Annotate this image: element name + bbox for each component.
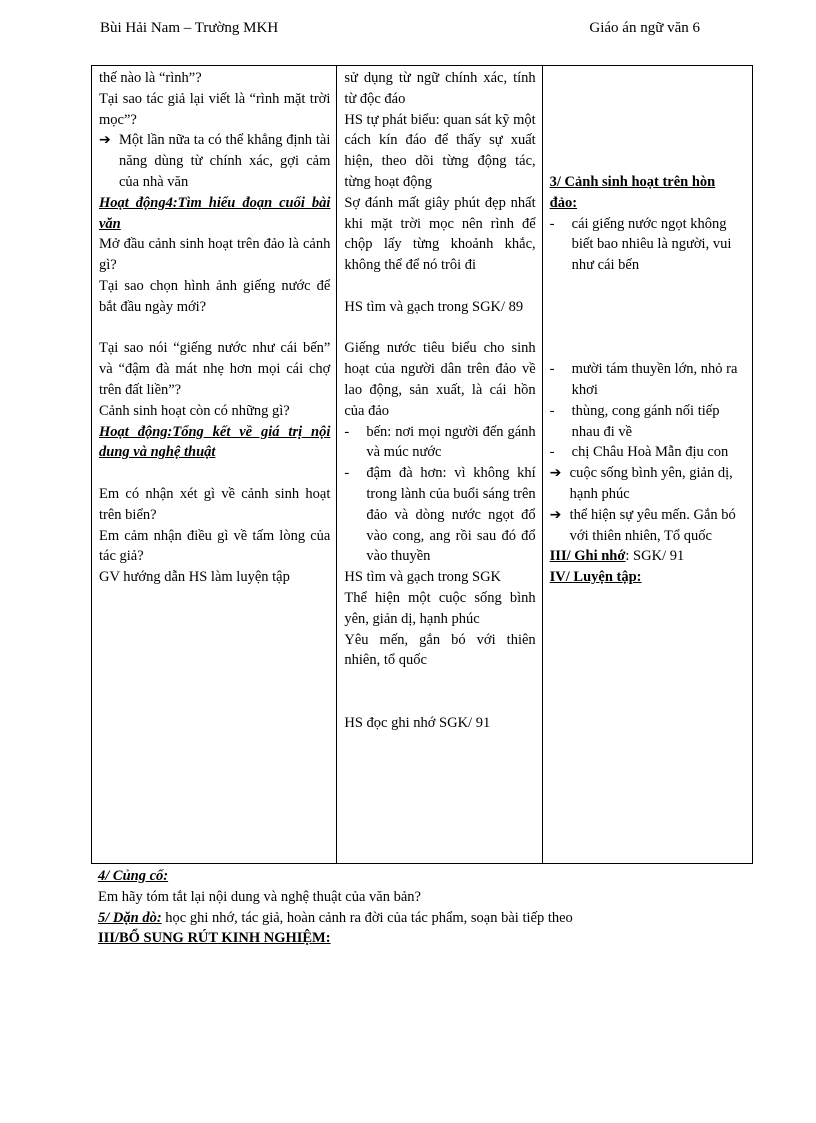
dash-icon: - xyxy=(549,402,555,419)
arrow-icon: ➔ xyxy=(99,132,111,149)
answer: Sợ đánh mất giây phút đẹp nhất khi mặt trời mọc nên rình để chộp lấy từng khoảnh khắc, không thể để nó trôi đi xyxy=(344,194,536,274)
list-item: - đậm đà hơn: vì không khí trong lành của buổi sáng trên đảo và dòng nước ngọt đổ vào cong, ang rồi sau đó đổ vào thuyền xyxy=(344,463,535,567)
answer: HS tự phát biểu: quan sát kỹ một cách kín đáo để thấy sự xuất hiện, theo dõi từng động tác, từng hoạt động xyxy=(344,111,536,190)
arrow-icon: ➔ xyxy=(549,465,562,482)
conclusion: ➔ thể hiện sự yêu mến. Gắn bó với thiên nhiên, Tổ quốc xyxy=(550,505,746,547)
content-column xyxy=(542,66,752,864)
list-item: - bến: nơi mọi người đến gánh và múc nước xyxy=(344,422,535,464)
question: Mở đầu cảnh sinh hoạt trên đảo là cảnh gì? xyxy=(99,236,331,274)
answer: HS tìm và gạch trong SGK xyxy=(344,569,502,586)
page-footer xyxy=(98,866,758,949)
question: Tại sao chọn hình ảnh giếng nước để bắt đầu ngày mới? xyxy=(99,277,331,315)
question: Cảnh sinh hoạt còn có những gì? xyxy=(99,402,290,419)
dash-icon: - xyxy=(549,444,555,461)
activity-heading: Hoạt động4:Tìm hiểu đoạn cuối bài văn xyxy=(99,194,331,232)
answer: Yêu mến, gắn bó với thiên nhiên, tổ quốc xyxy=(344,631,536,669)
question: Tại sao nói “giếng nước như cái bến” và “đậm đà mát nhẹ hơn mọi cái chợ trên đất liền”? xyxy=(99,340,331,398)
conclusion: ➔ Một lần nữa ta có thể khẳng định tài năng dùng từ chính xác, gợi cảm của nhà văn xyxy=(99,130,330,192)
header-author: Bùi Hải Nam – Trường MKH xyxy=(100,20,279,36)
homework-text: học ghi nhớ, tác giả, hoàn cảnh ra đời của tác phẩm, soạn bài tiếp theo xyxy=(161,909,573,926)
memo-value: : SGK/ 91 xyxy=(625,548,685,565)
dash-icon: - xyxy=(549,215,555,232)
list-item: - mười tám thuyền lớn, nhỏ ra khơi xyxy=(550,359,746,401)
supplement-heading: III/BỔ SUNG RÚT KINH NGHIỆM: xyxy=(98,930,331,947)
answer: HS tìm và gạch trong SGK/ 89 xyxy=(344,298,524,315)
student-activity-column xyxy=(337,66,542,864)
homework-line xyxy=(98,908,758,929)
homework-label: 5/ Dặn dò: xyxy=(98,909,162,926)
dash-icon: - xyxy=(549,361,555,378)
activity-heading: Hoạt động:Tổng kết về giá trị nội dung và nghệ thuật xyxy=(99,423,331,461)
conclusion: ➔ cuộc sống bình yên, giản dị, hạnh phúc xyxy=(550,463,746,505)
answer: Giếng nước tiêu biểu cho sinh hoạt của người dân trên đảo về lao động, sản xuất, là cái hồn của đảo xyxy=(344,340,536,419)
instruction: GV hướng dẫn HS làm luyện tập xyxy=(99,569,290,586)
list-item: - cái giếng nước ngọt không biết bao nhiêu là người, vui như cái bến xyxy=(550,214,746,276)
consolidation-text: Em hãy tóm tắt lại nội dung và nghệ thuật của văn bản? xyxy=(98,888,421,905)
answer: HS đọc ghi nhớ SGK/ 91 xyxy=(344,714,491,731)
question: Em có nhận xét gì về cảnh sinh hoạt trên biển? xyxy=(99,485,331,523)
question: Em cảm nhận điều gì về tấm lòng của tác giả? xyxy=(99,527,331,565)
dash-icon: - xyxy=(344,465,350,482)
page-header xyxy=(100,20,700,42)
answer: Thể hiện một cuộc sống bình yên, giản dị, hạnh phúc xyxy=(344,589,536,627)
section-heading: 3/ Cảnh sinh hoạt trên hòn đảo: xyxy=(549,173,716,211)
lesson-table xyxy=(91,65,753,864)
arrow-icon: ➔ xyxy=(549,506,562,523)
list-item: - thùng, cong gánh nối tiếp nhau đi về xyxy=(550,401,746,443)
practice-heading: IV/ Luyện tập: xyxy=(549,569,642,586)
teacher-activity-column xyxy=(92,66,337,864)
answer: sử dụng từ ngữ chính xác, tính từ độc đáo xyxy=(344,70,536,107)
header-subject: Giáo án ngữ văn 6 xyxy=(589,20,700,36)
memo-label: III/ Ghi nhớ xyxy=(549,548,626,565)
memo-line xyxy=(550,546,746,567)
list-item: - chị Châu Hoà Mẫn địu con xyxy=(550,442,746,463)
consolidation-heading: 4/ Củng cố: xyxy=(98,868,169,884)
text-line: thế nào là “rình”? xyxy=(99,70,202,86)
question: Tại sao tác giả lại viết là “rình mặt trời mọc”? xyxy=(99,90,331,128)
dash-icon: - xyxy=(344,423,350,440)
